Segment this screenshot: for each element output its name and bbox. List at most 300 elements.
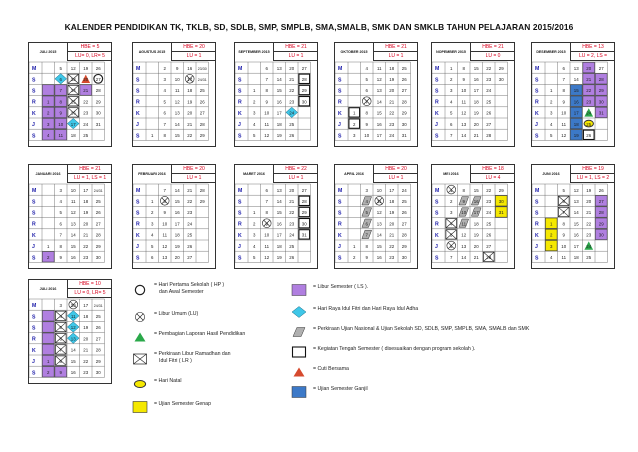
date-number: 14 xyxy=(461,255,467,261)
cuti-bersama-icon xyxy=(294,368,305,377)
date-number: 20 xyxy=(187,110,193,116)
date-number: 3 xyxy=(450,88,453,94)
month-grid xyxy=(235,61,317,146)
date-number: 13 xyxy=(70,221,76,227)
pembagian-laporan-icon xyxy=(135,333,146,342)
date-number: 22 xyxy=(389,243,395,249)
date-number: 16 xyxy=(473,77,479,83)
date-number: 2 xyxy=(550,99,553,105)
date-number: 6 xyxy=(450,121,453,127)
date-number: 1 xyxy=(253,88,256,94)
date-number: 23 xyxy=(289,99,295,105)
date-number: 26 xyxy=(95,65,101,71)
month-card xyxy=(334,164,418,269)
legend-label-line: = Hari Raya Idul Fitri dan Hari Raya Idul Adha xyxy=(313,306,419,312)
hbe-count: HBE = 19 xyxy=(570,165,615,174)
day-label: R xyxy=(32,221,36,228)
date-number: 21 xyxy=(83,88,89,94)
hbe-count: HBE = 5 xyxy=(67,43,112,52)
date-number: 3 xyxy=(151,221,154,227)
date-number: 16 xyxy=(187,65,193,71)
date-number: 13 xyxy=(70,336,76,342)
ujian-semester-genap-icon xyxy=(133,402,147,413)
month-card xyxy=(531,42,615,147)
date-number: 10 xyxy=(162,221,168,227)
date-number: 26 xyxy=(289,255,295,261)
kegiatan-tengah-semester-icon xyxy=(293,347,306,357)
date-number: 9 xyxy=(59,110,62,116)
date-number: 28 xyxy=(401,232,407,238)
date-number: 20 xyxy=(473,243,479,249)
date-number: 6 xyxy=(365,88,368,94)
date-number: 12 xyxy=(376,77,382,83)
date-number: 15 xyxy=(174,133,180,139)
date-number: 28 xyxy=(401,99,407,105)
date-number: 19 xyxy=(83,325,89,331)
date-number: 19 xyxy=(174,243,180,249)
date-number: 29 xyxy=(95,99,101,105)
date-number: 30 xyxy=(401,255,407,261)
date-number: 10 xyxy=(561,243,567,249)
date-number: 30 xyxy=(95,255,101,261)
date-number: 17 xyxy=(187,77,193,83)
date-number: 17 xyxy=(573,243,579,249)
month-card xyxy=(431,42,515,147)
date-number: 9 xyxy=(462,199,465,205)
day-label: R xyxy=(136,221,140,228)
day-label: K xyxy=(338,232,342,239)
day-label: M xyxy=(32,66,37,73)
date-number: 12 xyxy=(264,133,270,139)
date-number: 21 xyxy=(83,347,89,353)
date-number: 6 xyxy=(562,65,565,71)
date-number: 24 xyxy=(486,88,492,94)
libur-ramadhan-icon xyxy=(134,354,147,364)
date-number: 5 xyxy=(365,77,368,83)
date-number: 5 xyxy=(365,210,368,216)
day-label: S xyxy=(32,77,36,84)
day-label: R xyxy=(435,99,439,106)
date-number: 24 xyxy=(289,232,295,238)
month-grid xyxy=(133,183,215,268)
date-number: 20 xyxy=(389,221,395,227)
date-number: 25 xyxy=(83,133,89,139)
date-number: 8 xyxy=(365,243,368,249)
date-number: 3 xyxy=(253,232,256,238)
day-label: S xyxy=(136,77,140,84)
day-label: S xyxy=(238,210,242,217)
date-number: 2 xyxy=(253,221,256,227)
date-number: 2 xyxy=(450,199,453,205)
date-number: 29 xyxy=(199,133,205,139)
legend-label-line: = Ujian Semester Ganjil xyxy=(313,386,368,392)
date-number: 10 xyxy=(174,77,180,83)
date-number: 14 xyxy=(70,88,76,94)
date-number: 6 xyxy=(450,243,453,249)
day-label: S xyxy=(338,199,342,206)
date-number: 4 xyxy=(253,243,256,249)
date-number: 17 xyxy=(83,302,89,308)
date-number: 17 xyxy=(473,210,479,216)
lu-count: LU = 1, LS = 2 xyxy=(570,174,615,183)
lu-count: LU = 1 xyxy=(373,52,418,61)
libur-semester-icon xyxy=(42,311,54,321)
date-number: 9 xyxy=(562,232,565,238)
date-number: 4 xyxy=(450,221,453,227)
date-number: 27 xyxy=(95,77,101,83)
date-number: 28 xyxy=(95,347,101,353)
date-number: 22 xyxy=(486,187,492,193)
month-name: JULI 2015 xyxy=(39,50,57,54)
hari-natal-icon xyxy=(134,380,145,387)
date-number: 22 xyxy=(83,243,89,249)
date-number: 11 xyxy=(264,243,270,249)
date-number: 25 xyxy=(289,243,295,249)
date-number: 16 xyxy=(573,99,579,105)
legend-label xyxy=(313,386,368,393)
date-number: 16 xyxy=(276,99,282,105)
date-number: 27 xyxy=(486,243,492,249)
date-number: 23 xyxy=(486,77,492,83)
date-number: 23 xyxy=(187,210,193,216)
date-number: 23 xyxy=(586,99,592,105)
date-number: 18 xyxy=(187,88,193,94)
date-number: 23/30 xyxy=(197,66,207,71)
libur-semester-icon xyxy=(42,322,54,332)
day-label: S xyxy=(435,88,439,95)
date-number: 7 xyxy=(265,199,268,205)
hbe-count: HBE = 20 xyxy=(171,43,216,52)
date-number: 29 xyxy=(498,187,504,193)
date-number: 29 xyxy=(95,243,101,249)
month-card xyxy=(28,164,112,269)
legend-label xyxy=(313,366,349,373)
date-number: 11 xyxy=(461,99,467,105)
day-label: S xyxy=(32,370,36,377)
date-number: 17 xyxy=(276,232,282,238)
date-number: 22 xyxy=(389,110,395,116)
date-number: 6 xyxy=(562,199,565,205)
date-number: 15 xyxy=(573,88,579,94)
date-number: 18 xyxy=(70,133,76,139)
date-number: 19 xyxy=(586,187,592,193)
date-number: 1 xyxy=(550,221,553,227)
day-label: S xyxy=(338,255,342,262)
date-number: 22 xyxy=(83,99,89,105)
date-number: 22 xyxy=(187,199,193,205)
date-number: 2 xyxy=(253,99,256,105)
day-label: K xyxy=(535,110,539,117)
date-number: 27 xyxy=(95,336,101,342)
lu-count: LU = 2, LS = xyxy=(570,52,615,61)
month-grid xyxy=(432,61,514,146)
hari-pertama-icon xyxy=(135,285,144,294)
date-number: 29 xyxy=(401,243,407,249)
date-number: 3 xyxy=(163,77,166,83)
date-number: 7 xyxy=(163,187,166,193)
day-label: M xyxy=(535,66,540,73)
date-number: 21 xyxy=(586,210,592,216)
date-number: 20 xyxy=(289,65,295,71)
date-number: 3 xyxy=(365,187,368,193)
date-number: 13 xyxy=(162,255,168,261)
date-number: 21 xyxy=(389,232,395,238)
day-label: R xyxy=(535,99,539,106)
date-number: 8 xyxy=(562,88,565,94)
lu-count: LU = 1 xyxy=(273,52,318,61)
date-number: 13 xyxy=(461,121,467,127)
lu-count: LU = 1 xyxy=(171,52,216,61)
month-card xyxy=(334,42,418,147)
date-number: 20 xyxy=(174,255,180,261)
date-number: 24/31 xyxy=(93,188,103,193)
date-number: 28 xyxy=(199,187,205,193)
date-number: 14 xyxy=(276,77,282,83)
day-label: J xyxy=(136,122,139,129)
lu-count: LU = 0 xyxy=(470,52,515,61)
date-number: 10 xyxy=(58,121,64,127)
month-name: FEBRUARI 2016 xyxy=(138,172,166,176)
date-number: 7 xyxy=(562,210,565,216)
day-label: S xyxy=(535,210,539,217)
lu-count: LU = 1 xyxy=(373,174,418,183)
legend-label-line: = Cuti Bersama xyxy=(313,366,349,372)
month-card xyxy=(234,164,318,269)
month-card xyxy=(132,42,216,147)
date-number: 25 xyxy=(401,65,407,71)
date-number: 22 xyxy=(289,210,295,216)
date-number: 13 xyxy=(276,65,282,71)
date-number: 13 xyxy=(174,110,180,116)
day-label: M xyxy=(338,66,343,73)
date-number: 11 xyxy=(162,232,168,238)
date-number: 24 xyxy=(187,221,193,227)
date-number: 23 xyxy=(486,199,492,205)
date-number: 19 xyxy=(389,210,395,216)
date-number: 12 xyxy=(264,255,270,261)
date-number: 20 xyxy=(586,65,592,71)
date-number: 2 xyxy=(163,65,166,71)
date-number: 7 xyxy=(59,232,62,238)
day-label: S xyxy=(136,255,140,262)
date-number: 1 xyxy=(353,243,356,249)
date-number: 8 xyxy=(562,221,565,227)
day-label: J xyxy=(535,244,538,251)
date-number: 19 xyxy=(276,255,282,261)
date-number: 14 xyxy=(376,232,382,238)
date-number: 11 xyxy=(561,255,567,261)
date-number: 6 xyxy=(365,221,368,227)
legend-label xyxy=(154,331,245,338)
date-number: 26 xyxy=(289,133,295,139)
date-number: 5 xyxy=(253,255,256,261)
date-number: 12 xyxy=(174,99,180,105)
date-number: 24 xyxy=(83,121,89,127)
legend-label xyxy=(154,311,198,318)
date-number: 27 xyxy=(486,121,492,127)
date-number: 30 xyxy=(301,99,307,105)
day-label: S xyxy=(535,88,539,95)
date-number: 12 xyxy=(70,325,76,331)
date-number: 13 xyxy=(573,199,579,205)
date-number: 23 xyxy=(586,232,592,238)
day-label: K xyxy=(136,232,140,239)
date-number: 1 xyxy=(47,358,50,364)
date-number: 8 xyxy=(365,110,368,116)
date-number: 28 xyxy=(598,210,604,216)
date-number: 4 xyxy=(163,88,166,94)
date-number: 28 xyxy=(598,77,604,83)
date-number: 26 xyxy=(199,99,205,105)
date-number: 15 xyxy=(276,88,282,94)
page-title: KALENDER PENDIDIKAN TK, TKLB, SD, SDLB, SMP, SMPLB, SMA,SMALB, SMK DAN SMKLB TAHUN PELAJARAN 2015/2016 xyxy=(64,22,574,32)
date-number: 1 xyxy=(253,210,256,216)
day-label: S xyxy=(535,77,539,84)
lu-count: LU = 1 xyxy=(273,174,318,183)
day-label: S xyxy=(32,199,36,206)
date-number: 19 xyxy=(473,110,479,116)
day-label: S xyxy=(136,210,140,217)
date-number: 25 xyxy=(586,121,592,127)
date-number: 5 xyxy=(151,243,154,249)
date-number: 22 xyxy=(586,221,592,227)
day-label: M xyxy=(32,303,37,310)
legend-label xyxy=(154,351,284,365)
hbe-count: HBE = 13 xyxy=(570,43,615,52)
date-number: 17 xyxy=(70,121,76,127)
date-number: 4 xyxy=(47,133,50,139)
day-label: M xyxy=(435,66,440,73)
date-number: 31 xyxy=(498,210,504,216)
date-number: 5 xyxy=(59,65,62,71)
month-grid xyxy=(432,183,514,268)
date-number: 9 xyxy=(462,77,465,83)
date-number: 26 xyxy=(586,133,592,139)
date-number: 31 xyxy=(301,232,307,238)
date-number: 23 xyxy=(83,370,89,376)
date-number: 4 xyxy=(550,255,553,261)
date-number: 21 xyxy=(473,255,479,261)
day-label: J xyxy=(338,244,341,251)
date-number: 2 xyxy=(151,210,154,216)
date-number: 25 xyxy=(586,255,592,261)
date-number: 15 xyxy=(276,210,282,216)
date-number: 22 xyxy=(187,133,193,139)
date-number: 2 xyxy=(47,370,50,376)
date-number: 4 xyxy=(151,232,154,238)
date-number: 5 xyxy=(450,110,453,116)
lu-count: LU = 4 xyxy=(470,174,515,183)
date-number: 17 xyxy=(83,187,89,193)
date-number: 28 xyxy=(486,133,492,139)
date-number: 19 xyxy=(389,77,395,83)
ujian-semester-ganjil-icon xyxy=(292,387,306,398)
date-number: 4 xyxy=(59,314,62,320)
date-number: 3 xyxy=(550,243,553,249)
day-label: M xyxy=(136,188,141,195)
date-number: 25 xyxy=(199,88,205,94)
date-number: 4 xyxy=(365,199,368,205)
date-number: 14 xyxy=(376,99,382,105)
date-number: 9 xyxy=(265,99,268,105)
month-grid xyxy=(29,61,111,146)
date-number: 27 xyxy=(401,88,407,94)
day-label: J xyxy=(136,244,139,251)
month-grid xyxy=(532,61,614,146)
date-number: 12 xyxy=(573,187,579,193)
date-number: 30 xyxy=(598,232,604,238)
date-number: 15 xyxy=(573,221,579,227)
date-number: 26 xyxy=(401,210,407,216)
date-number: 23 xyxy=(83,110,89,116)
day-label: R xyxy=(338,221,342,228)
date-number: 9 xyxy=(265,221,268,227)
legend-label-line: = Libur Umum (LU) xyxy=(154,311,199,317)
date-number: 29 xyxy=(401,110,407,116)
date-number: 12 xyxy=(70,65,76,71)
day-label: S xyxy=(32,255,36,262)
month-card xyxy=(234,42,318,147)
date-number: 10 xyxy=(264,232,270,238)
date-number: 14 xyxy=(573,210,579,216)
date-number: 1 xyxy=(450,187,453,193)
date-number: 7 xyxy=(450,133,453,139)
date-number: 28 xyxy=(95,232,101,238)
libur-umum-icon xyxy=(135,312,144,321)
legend-label xyxy=(313,284,368,291)
date-number: 1 xyxy=(353,110,356,116)
date-number: 15 xyxy=(376,110,382,116)
date-number: 30 xyxy=(598,99,604,105)
month-name: JUNI 2016 xyxy=(542,172,560,176)
hbe-count: HBE = 21 xyxy=(373,43,418,52)
date-number: 7 xyxy=(59,88,62,94)
date-number: 1 xyxy=(450,65,453,71)
date-number: 8 xyxy=(265,88,268,94)
date-number: 27 xyxy=(401,221,407,227)
date-number: 16 xyxy=(70,255,76,261)
date-number: 17 xyxy=(376,133,382,139)
date-number: 12 xyxy=(376,210,382,216)
date-number: 9 xyxy=(365,121,368,127)
date-number: 3 xyxy=(353,133,356,139)
month-grid xyxy=(133,61,215,146)
date-number: 20 xyxy=(83,336,89,342)
day-label: S xyxy=(535,255,539,262)
legend-label-line: dan Awal Semester xyxy=(159,289,204,295)
day-label: S xyxy=(338,133,342,140)
hbe-count: HBE = 21 xyxy=(67,165,112,174)
date-number: 1 xyxy=(47,99,50,105)
day-label: M xyxy=(32,188,37,195)
date-number: 9 xyxy=(176,65,179,71)
date-number: 23 xyxy=(389,255,395,261)
month-card xyxy=(28,42,112,147)
day-label: M xyxy=(435,188,440,195)
day-label: K xyxy=(435,110,439,117)
day-label: R xyxy=(435,221,439,228)
date-number: 30 xyxy=(95,110,101,116)
legend-label xyxy=(154,401,211,408)
legend-label xyxy=(313,326,529,333)
legend-label xyxy=(313,306,418,313)
day-label: S xyxy=(136,133,140,140)
date-number: 11 xyxy=(561,121,567,127)
month-name: DESEMBER 2015 xyxy=(536,50,566,54)
idul-adha-icon xyxy=(292,307,306,318)
date-number: 22 xyxy=(83,358,89,364)
date-number: 15 xyxy=(473,187,479,193)
